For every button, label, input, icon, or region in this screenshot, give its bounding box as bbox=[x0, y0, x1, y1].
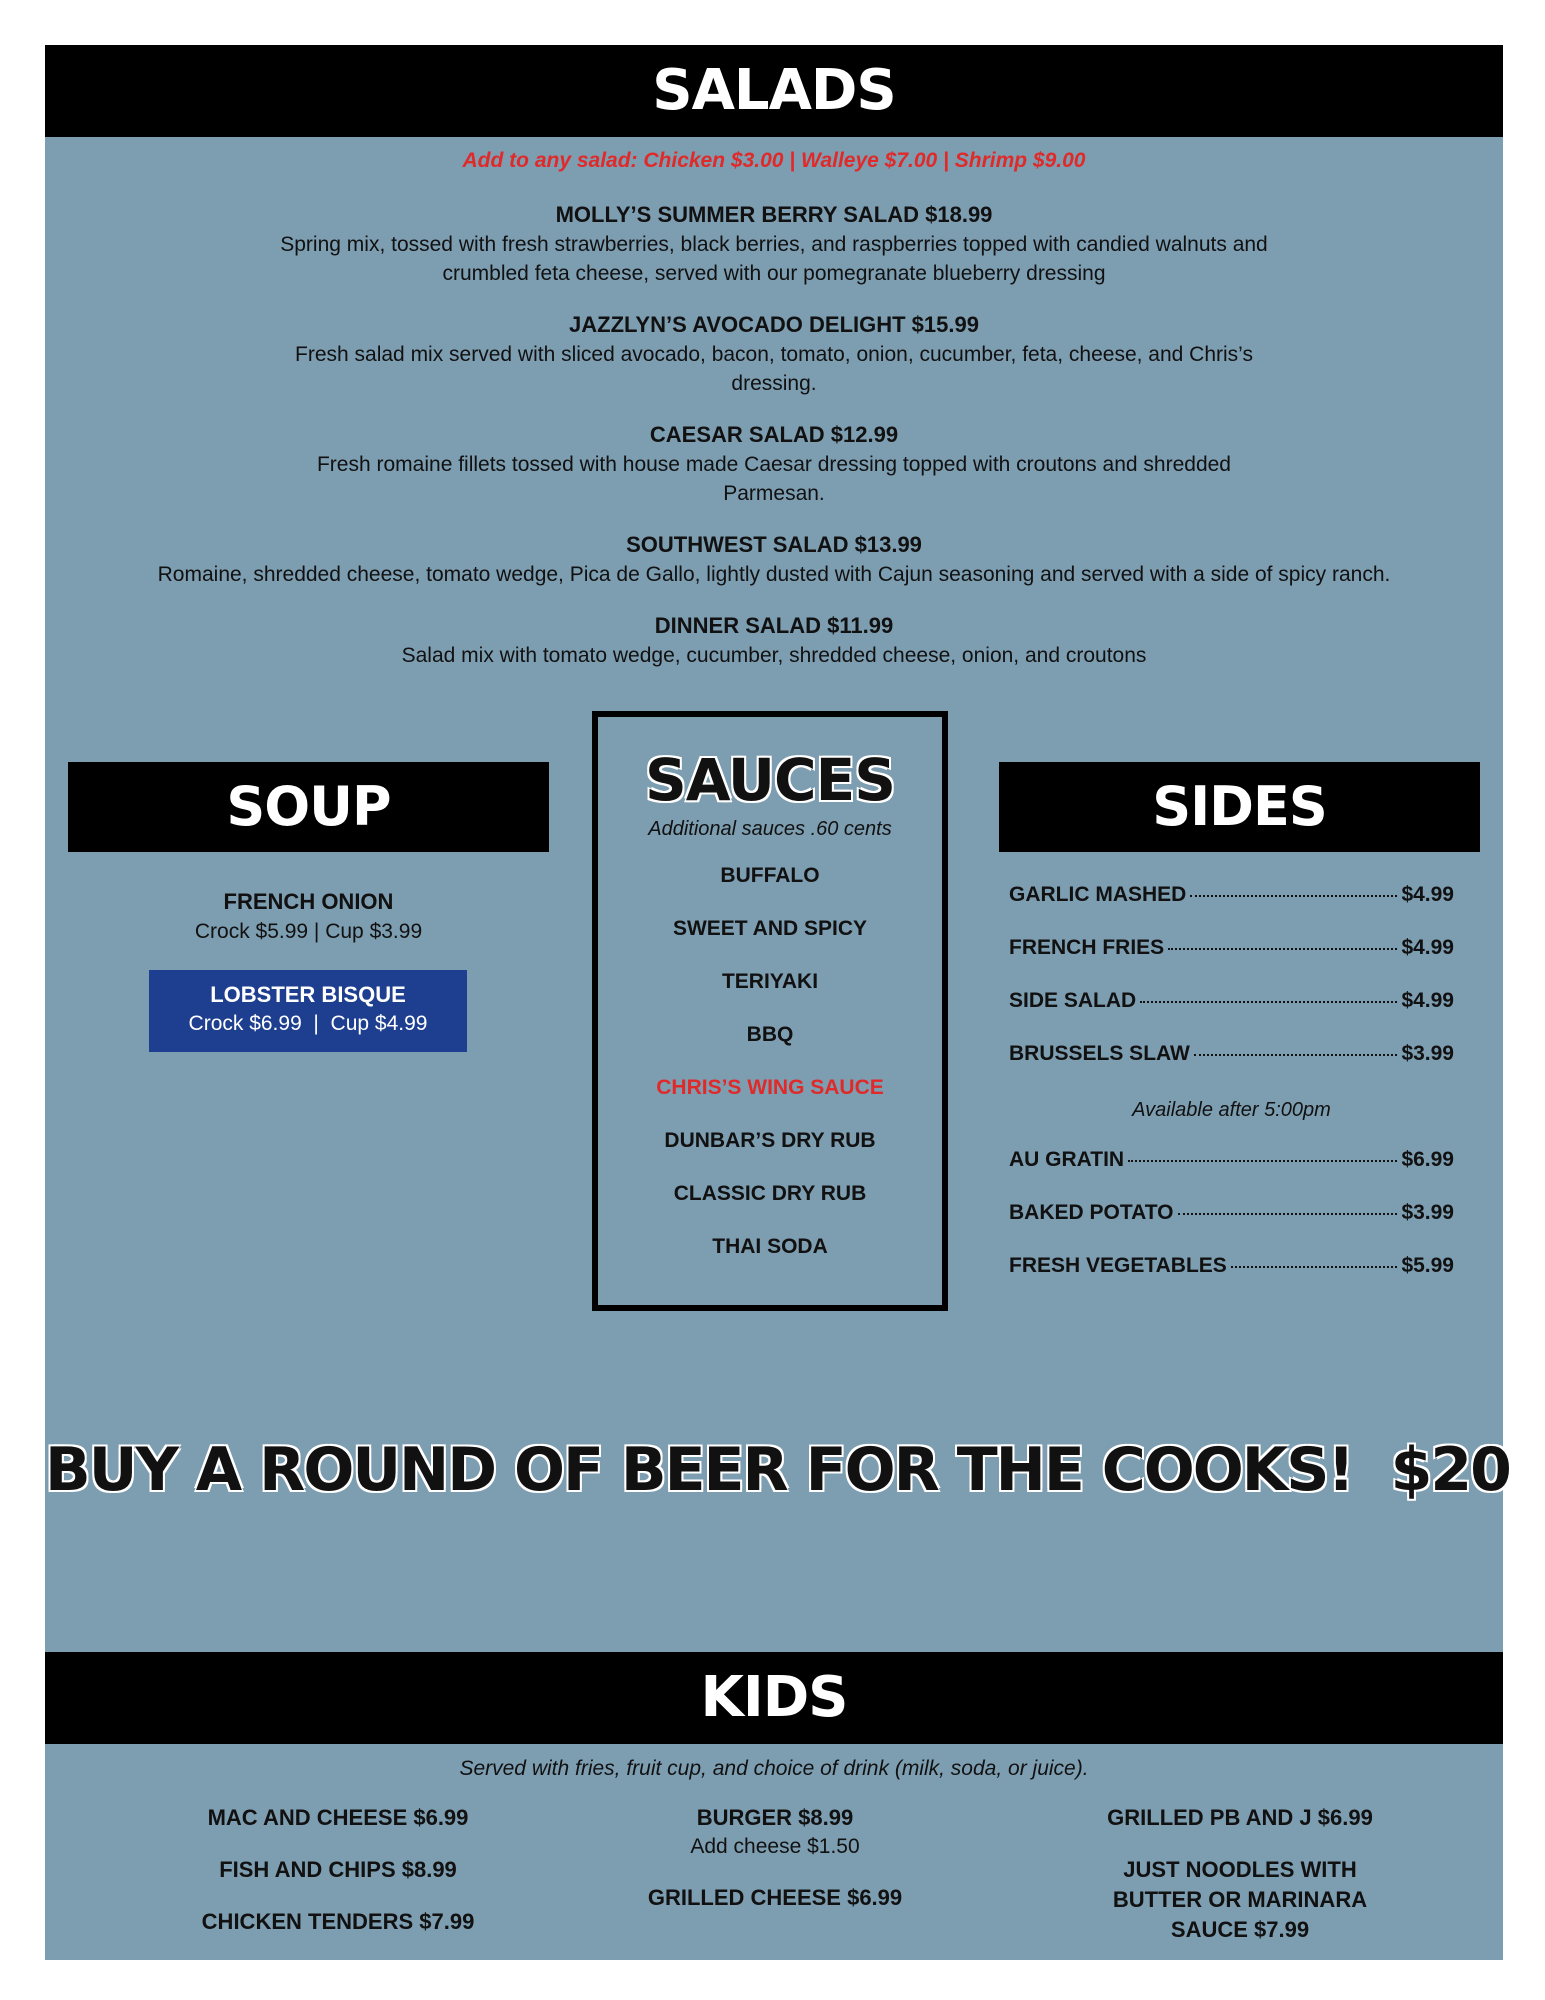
leader-dots bbox=[1140, 1001, 1397, 1003]
sides-list bbox=[1009, 883, 1454, 1307]
kids-header: KIDS bbox=[45, 1652, 1503, 1744]
sides-availability-note: Available after 5:00pm bbox=[1132, 1099, 1331, 1121]
soup-french-onion bbox=[68, 887, 549, 946]
leader-dots bbox=[1168, 948, 1397, 950]
side-price: $6.99 bbox=[1401, 1148, 1454, 1171]
kids-item bbox=[138, 1803, 538, 1833]
salads-header: SALADS bbox=[45, 45, 1503, 137]
leader-dots bbox=[1194, 1054, 1398, 1056]
salad-description: Spring mix, tossed with fresh strawberries, black berries, and raspberries topped with candied walnuts and crumbled feta cheese, served with our pomegranate blueberry dressing bbox=[280, 233, 1268, 285]
sauce-item: CLASSIC DRY RUB bbox=[673, 1182, 867, 1205]
side-name: BAKED POTATO bbox=[1009, 1201, 1174, 1224]
kids-note: Served with fries, fruit cup, and choice of drink (milk, soda, or juice). bbox=[459, 1757, 1089, 1780]
side-item bbox=[1009, 989, 1454, 1042]
kids-item-name: GRILLED PB AND J $6.99 bbox=[1107, 1805, 1373, 1830]
kids-item-name: GRILLED CHEESE $6.99 bbox=[647, 1885, 903, 1910]
sauce-item: THAI SODA bbox=[712, 1235, 828, 1258]
side-price: $5.99 bbox=[1401, 1254, 1454, 1277]
side-name: FRESH VEGETABLES bbox=[1009, 1254, 1227, 1277]
kids-item bbox=[138, 1907, 538, 1937]
salad-description: Salad mix with tomato wedge, cucumber, shredded cheese, onion, and croutons bbox=[401, 644, 1147, 667]
side-name: AU GRATIN bbox=[1009, 1148, 1125, 1171]
side-item bbox=[1009, 1201, 1454, 1254]
kids-item bbox=[575, 1883, 975, 1913]
soup-name: LOBSTER BISQUE bbox=[210, 982, 406, 1007]
side-price: $4.99 bbox=[1401, 883, 1454, 906]
side-price: $3.99 bbox=[1401, 1201, 1454, 1224]
sauce-item: BBQ bbox=[746, 1023, 794, 1046]
side-item bbox=[1009, 936, 1454, 989]
beer-promo: BUY A ROUND OF BEER FOR THE COOKS! $20 bbox=[45, 1435, 1510, 1505]
kids-item bbox=[575, 1803, 975, 1861]
sauce-item: BUFFALO bbox=[720, 864, 820, 887]
salad-item bbox=[45, 611, 1503, 670]
salad-description: Romaine, shredded cheese, tomato wedge, Pica de Gallo, lightly dusted with Cajun seasoning and served with a side of spicy ranch. bbox=[157, 563, 1391, 586]
leader-dots bbox=[1190, 895, 1397, 897]
side-name: SIDE SALAD bbox=[1009, 989, 1137, 1012]
salad-name: SOUTHWEST SALAD $13.99 bbox=[626, 532, 922, 557]
sauce-item-featured: CHRIS’S WING SAUCE bbox=[656, 1076, 884, 1099]
side-name: BRUSSELS SLAW bbox=[1009, 1042, 1190, 1065]
kids-item-name: JUST NOODLES WITH BUTTER OR MARINARA SAUCE $7.99 bbox=[1112, 1857, 1368, 1942]
salad-addon-note: Add to any salad: Chicken $3.00 | Walleye $7.00 | Shrimp $9.00 bbox=[462, 149, 1086, 172]
salad-name: CAESAR SALAD $12.99 bbox=[649, 422, 899, 447]
salad-description: Fresh salad mix served with sliced avocado, bacon, tomato, onion, cucumber, feta, cheese, and Chris’s dressing. bbox=[295, 343, 1253, 395]
sauces-title: SAUCES bbox=[645, 746, 895, 814]
kids-item-name: CHICKEN TENDERS $7.99 bbox=[201, 1909, 475, 1934]
leader-dots bbox=[1178, 1213, 1398, 1215]
kids-item bbox=[138, 1855, 538, 1885]
side-name: GARLIC MASHED bbox=[1009, 883, 1187, 906]
side-price: $3.99 bbox=[1401, 1042, 1454, 1065]
salad-item bbox=[45, 420, 1503, 508]
sauce-item: SWEET AND SPICY bbox=[672, 917, 868, 940]
leader-dots bbox=[1231, 1266, 1398, 1268]
soup-lobster-bisque bbox=[149, 970, 467, 1052]
kids-item-name: BURGER $8.99 bbox=[696, 1805, 854, 1830]
side-price: $4.99 bbox=[1401, 989, 1454, 1012]
salad-item bbox=[45, 530, 1503, 589]
salad-description: Fresh romaine fillets tossed with house made Caesar dressing topped with croutons and shredded Parmesan. bbox=[316, 453, 1231, 505]
sauces-box bbox=[592, 711, 948, 1311]
soup-price: Crock $6.99 | Cup $4.99 bbox=[188, 1012, 428, 1035]
sauce-list bbox=[598, 861, 942, 1285]
sides-header: SIDES bbox=[999, 762, 1480, 852]
sauce-item: TERIYAKI bbox=[721, 970, 819, 993]
side-name: FRENCH FRIES bbox=[1009, 936, 1165, 959]
salad-list bbox=[45, 200, 1503, 692]
salad-name: MOLLY’S SUMMER BERRY SALAD $18.99 bbox=[555, 202, 993, 227]
menu-page bbox=[45, 45, 1510, 1960]
salad-name: DINNER SALAD $11.99 bbox=[654, 613, 894, 638]
salad-item bbox=[45, 310, 1503, 398]
leader-dots bbox=[1128, 1160, 1397, 1162]
kids-item-name: FISH AND CHIPS $8.99 bbox=[219, 1857, 457, 1882]
side-price: $4.99 bbox=[1401, 936, 1454, 959]
kids-item-note: Add cheese $1.50 bbox=[690, 1835, 860, 1858]
sauce-item: DUNBAR’S DRY RUB bbox=[664, 1129, 876, 1152]
salad-name: JAZZLYN’S AVOCADO DELIGHT $15.99 bbox=[569, 312, 979, 337]
kids-item-name: MAC AND CHEESE $6.99 bbox=[207, 1805, 469, 1830]
sauces-note: Additional sauces .60 cents bbox=[648, 818, 892, 840]
kids-item bbox=[1040, 1803, 1440, 1833]
soup-price: Crock $5.99 | Cup $3.99 bbox=[194, 920, 423, 943]
kids-column-3 bbox=[1040, 1803, 1440, 1967]
kids-item bbox=[1040, 1855, 1440, 1945]
side-item bbox=[1009, 883, 1454, 936]
kids-column-1 bbox=[138, 1803, 538, 1959]
side-item bbox=[1009, 1254, 1454, 1307]
soup-name: FRENCH ONION bbox=[223, 889, 394, 914]
soup-header: SOUP bbox=[68, 762, 549, 852]
kids-column-2 bbox=[575, 1803, 975, 1935]
side-item bbox=[1009, 1042, 1454, 1095]
salad-item bbox=[45, 200, 1503, 288]
side-item bbox=[1009, 1148, 1454, 1201]
